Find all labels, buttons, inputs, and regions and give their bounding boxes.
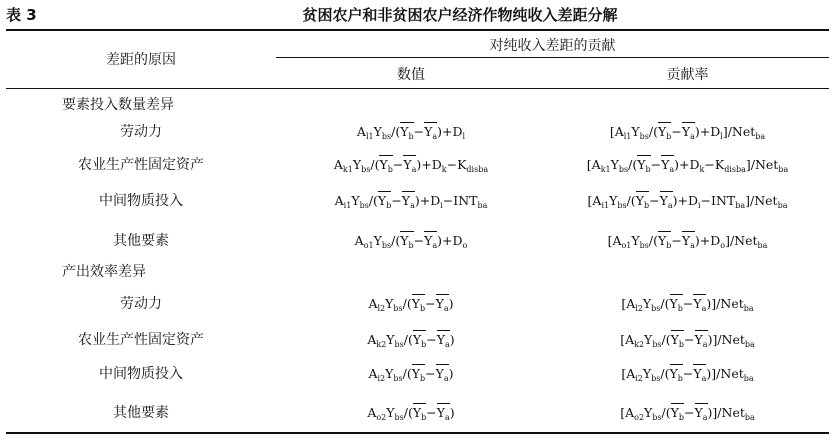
column-header-value: 数值 bbox=[397, 67, 425, 83]
table-row bbox=[0, 325, 835, 355]
table-group-row bbox=[0, 90, 835, 120]
value-formula: $A_{k1}Y_{bs}/(Y_b-Y_a)+D_k-K_{disba}$ bbox=[333, 157, 489, 174]
factor-label: 农业生产性固定资产 bbox=[78, 332, 204, 348]
factor-label: 中间物质投入 bbox=[99, 366, 183, 382]
table-row bbox=[0, 150, 835, 180]
factor-label: 其他要素 bbox=[113, 405, 169, 421]
group-label: 产出效率差异 bbox=[62, 264, 146, 280]
table-row bbox=[0, 359, 835, 389]
header-rule bbox=[6, 88, 829, 89]
column-header-rate: 贡献率 bbox=[666, 67, 709, 83]
value-formula: $A_{i1}Y_{bs}/(Y_b-Y_a)+D_i-INT_{ba}$ bbox=[334, 193, 488, 210]
rate-formula: $[A_{l1}Y_{bs}/(Y_b-Y_a)+D_l]/Net_{ba}$ bbox=[609, 124, 766, 141]
rate-formula: $[A_{o1}Y_{bs}/(Y_b-Y_a)+D_o]/Net_{ba}$ bbox=[607, 233, 768, 250]
factor-label: 农业生产性固定资产 bbox=[78, 157, 204, 173]
table-row bbox=[0, 186, 835, 216]
rate-formula: $[A_{k2}Y_{bs}/(Y_b-Y_a)]/Net_{ba}$ bbox=[620, 332, 755, 349]
table-row bbox=[0, 117, 835, 147]
bottom-rule bbox=[6, 432, 829, 434]
column-header-reason: 差距的原因 bbox=[106, 52, 176, 68]
table-row bbox=[0, 226, 835, 256]
value-formula: $A_{k2}Y_{bs}/(Y_b-Y_a)$ bbox=[367, 332, 455, 349]
column-header-contribution: 对纯收入差距的贡献 bbox=[489, 38, 616, 54]
factor-label: 中间物质投入 bbox=[99, 193, 183, 209]
value-formula: $A_{o1}Y_{bs}/(Y_b-Y_a)+D_o$ bbox=[354, 233, 468, 250]
table-title-row bbox=[0, 4, 835, 26]
top-rule bbox=[6, 29, 829, 31]
rate-formula: $[A_{i2}Y_{bs}/(Y_b-Y_a)]/Net_{ba}$ bbox=[621, 366, 754, 383]
rate-formula: $[A_{i1}Y_{bs}/(Y_b-Y_a)+D_i-INT_{ba}]/Net_{ba}$ bbox=[587, 193, 788, 210]
table-row bbox=[0, 398, 835, 428]
rate-formula: $[A_{k1}Y_{bs}/(Y_b-Y_a)+D_k-K_{disba}]/Net_{ba}$ bbox=[586, 157, 789, 174]
rate-formula: $[A_{l2}Y_{bs}/(Y_b-Y_a)]/Net_{ba}$ bbox=[621, 296, 754, 313]
rate-formula: $[A_{o2}Y_{bs}/(Y_b-Y_a)]/Net_{ba}$ bbox=[620, 405, 755, 422]
table-row bbox=[0, 289, 835, 319]
factor-label: 其他要素 bbox=[113, 233, 169, 249]
value-formula: $A_{o2}Y_{bs}/(Y_b-Y_a)$ bbox=[367, 405, 455, 422]
header-sub-rule bbox=[276, 57, 829, 58]
group-label: 要素投入数量差异 bbox=[62, 97, 174, 113]
factor-label: 劳动力 bbox=[120, 124, 162, 140]
value-formula: $A_{i2}Y_{bs}/(Y_b-Y_a)$ bbox=[368, 366, 454, 383]
table-number: 表 3 bbox=[6, 6, 37, 24]
table-group-row bbox=[0, 257, 835, 287]
factor-label: 劳动力 bbox=[120, 296, 162, 312]
value-formula: $A_{l1}Y_{bs}/(Y_b-Y_a)+D_l$ bbox=[356, 124, 466, 141]
value-formula: $A_{l2}Y_{bs}/(Y_b-Y_a)$ bbox=[368, 296, 454, 313]
table-caption: 贫困农户和非贫困农户经济作物纯收入差距分解 bbox=[302, 6, 618, 24]
